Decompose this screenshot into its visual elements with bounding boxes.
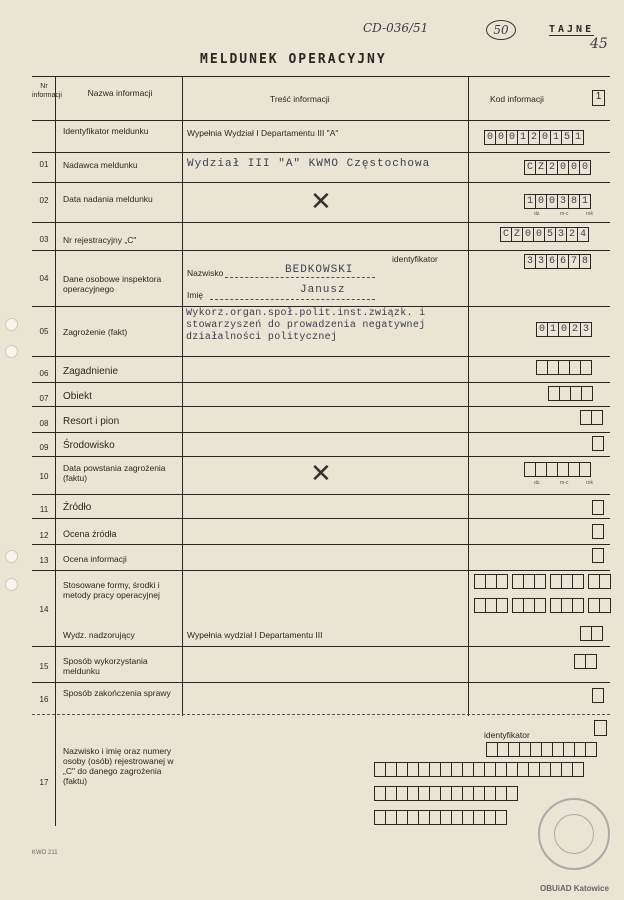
row-label-sender: Nadawca meldunku (63, 160, 138, 170)
methods-code-boxes-7 (550, 598, 583, 613)
ministry-code-boxes (580, 410, 602, 425)
row-label-threat-date: Data powstania zagrożenia (faktu) (63, 463, 166, 483)
identifier-label: identyfikator (392, 254, 438, 264)
year-caption: rok (586, 480, 593, 486)
row-number: 14 (39, 605, 49, 614)
row-label-source: Źródło (63, 502, 92, 513)
archive-stamp-text: OBUiAD Katowice (540, 884, 609, 893)
classification-label: TAJNE (549, 24, 595, 35)
page-number: 45 (590, 36, 608, 52)
row-number: 10 (39, 472, 49, 481)
circled-number: 50 (486, 20, 516, 40)
row-label-methods: Stosowane formy, środki i metody pracy operacyjnej (63, 580, 160, 600)
identifier-note: Wypełnia Wydział I Departamentu III "A" (187, 128, 339, 138)
row-number: 12 (39, 531, 49, 540)
day-caption: dz. (534, 211, 541, 217)
month-caption: m-c (560, 480, 569, 486)
row-number: 09 (39, 443, 49, 452)
punch-hole (5, 345, 18, 358)
code-box: 1 (592, 90, 605, 106)
row-label-environment: Środowisko (63, 440, 115, 451)
source-rating-code-boxes (592, 524, 603, 539)
row-number: 05 (39, 327, 49, 336)
row-number: 02 (39, 196, 49, 205)
row-label-issue: Zagadnienie (63, 366, 119, 377)
surname-value: BEDKOWSKI (285, 264, 354, 276)
sender-value: Wydział III "A" KWMO Częstochowa (187, 158, 431, 170)
row-label-identifier: Identyfikator meldunku (63, 126, 149, 136)
threat-code-boxes: 0 1 0 2 3 (536, 322, 591, 337)
surname-label: Nazwisko (187, 268, 224, 278)
row17-box (594, 720, 607, 736)
cross-mark: ✕ (310, 187, 332, 217)
supervisor-note: Wypełnia wydział I Departamentu III (187, 630, 323, 640)
row-label-object: Obiekt (63, 391, 92, 402)
day-caption: dz. (534, 480, 541, 486)
environment-code-boxes (592, 436, 603, 451)
row-number: 08 (39, 419, 49, 428)
month-caption: m-c (560, 211, 569, 217)
row-number: 17 (39, 778, 49, 787)
row-label-usage: Sposób wykorzystania meldunku (63, 656, 148, 676)
methods-code-boxes-3 (550, 574, 583, 589)
row-label-supervisor: Wydz. nadzorujący (63, 630, 135, 640)
punch-hole (5, 318, 18, 331)
row-label-ministry: Resort i pion (63, 416, 120, 427)
row-label-threat: Zagrożenie (fakt) (63, 327, 128, 337)
cross-mark: ✕ (310, 459, 332, 489)
punch-hole (5, 578, 18, 591)
row17-name-boxes-1 (374, 762, 583, 777)
form-title: MELDUNEK OPERACYJNY (200, 52, 387, 67)
col-header-code: Kod informacji (490, 94, 544, 104)
col-header-nr: Nr informacji (32, 83, 62, 99)
row-number: 16 (39, 695, 49, 704)
source-code-boxes (592, 500, 603, 515)
row-number: 07 (39, 394, 49, 403)
row-label-registered-persons: Nazwisko i imię oraz numery osoby (osób) rejestrowanej w „C" do danego zagrożenia (faktu) (63, 746, 174, 786)
issue-code-boxes (536, 360, 591, 375)
methods-code-boxes-2 (512, 574, 545, 589)
form-number: KWO 211 (32, 850, 58, 856)
row-label-info-rating: Ocena informacji (63, 554, 127, 564)
col-header-name: Nazwa informacji (87, 88, 153, 98)
row-number: 06 (39, 369, 49, 378)
info-rating-code-boxes (592, 548, 603, 563)
identifier-code-boxes: 0 0 0 1 2 0 1 5 1 (484, 130, 583, 145)
supervisor-code-boxes (580, 626, 602, 641)
row-number: 11 (39, 505, 49, 514)
methods-code-boxes-4 (588, 574, 610, 589)
object-code-boxes (548, 386, 592, 401)
registration-code-boxes: C Z 0 0 5 3 2 4 (500, 227, 588, 242)
inspector-code-boxes: 3 3 6 6 7 8 (524, 254, 590, 269)
col-header-content: Treść informacji (270, 94, 330, 104)
methods-code-boxes-1 (474, 574, 507, 589)
threat-value: Wykorz.organ.społ.polit.inst.związk. i stowarzyszeń do prowadzenia negatywnej działalności politycznej (186, 308, 426, 343)
row-label-source-rating: Ocena źródła (63, 529, 117, 539)
row17-name-boxes-2 (374, 786, 517, 801)
row17-identifier-label: identyfikator (484, 730, 530, 740)
sender-code-boxes: C Z 2 0 0 0 (524, 160, 590, 175)
reference-number: CD-036/51 (363, 21, 429, 35)
methods-code-boxes-6 (512, 598, 545, 613)
threat-date-code-boxes (524, 462, 590, 477)
methods-code-boxes-5 (474, 598, 507, 613)
first-name-label: Imię (187, 290, 204, 300)
usage-code-boxes (574, 654, 596, 669)
row17-identifier-boxes-1 (486, 742, 596, 757)
year-caption: rok (586, 211, 593, 217)
row-label-inspector: Dane osobowe inspektora operacyjnego (63, 274, 162, 294)
row-number: 03 (39, 235, 49, 244)
row-number: 15 (39, 662, 49, 671)
row-number: 01 (39, 160, 49, 169)
row17-name-boxes-3 (374, 810, 506, 825)
row-label-send-date: Data nadania meldunku (63, 194, 153, 204)
row-label-closure: Sposób zakończenia sprawy (63, 688, 171, 698)
row-label-registration: Nr rejestracyjny „C" (63, 235, 137, 245)
row-number: 13 (39, 556, 49, 565)
eagle-emblem (554, 814, 594, 854)
row-number: 04 (39, 274, 49, 283)
punch-hole (5, 550, 18, 563)
archive-stamp (538, 798, 610, 870)
send-date-code-boxes: 1 0 0 3 8 1 (524, 194, 590, 209)
methods-code-boxes-8 (588, 598, 610, 613)
first-name-value: Janusz (300, 284, 346, 296)
closure-code-boxes (592, 688, 603, 703)
